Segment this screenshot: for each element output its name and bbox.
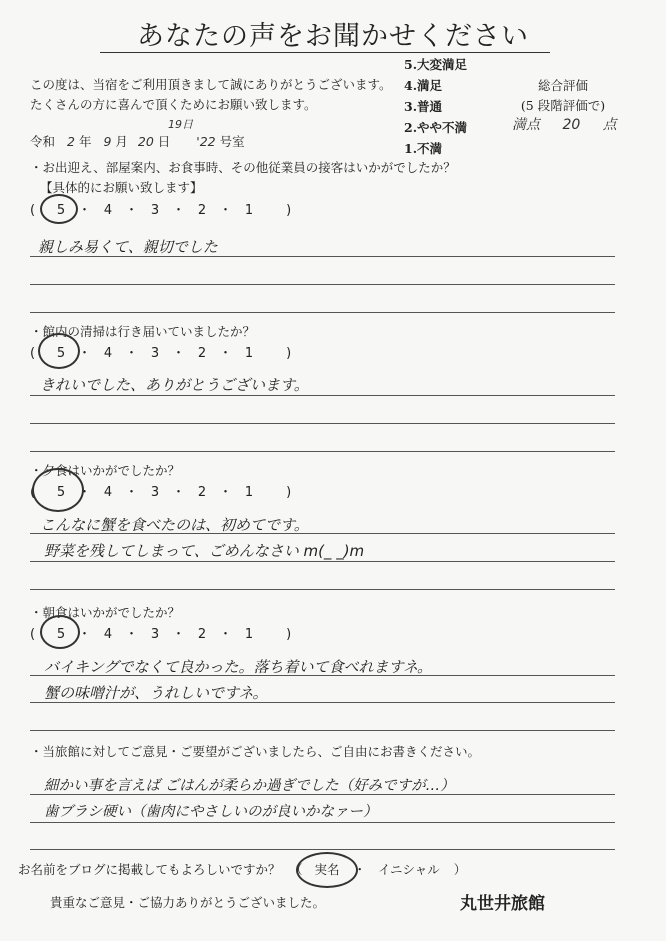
q3-comment-2: 野菜を残してしまって、ごめんなさい m(_ _)m [44,542,365,560]
blog-options: （ 実名 ・ イニシャル ） [290,862,467,877]
q3-rating-scale[interactable]: ( 5 ・ 4 ・ 3 ・ 2 ・ 1 ) [30,485,292,500]
q5-line-3 [30,849,615,850]
q2-prompt: ・館内の清掃は行き届いていましたか？ [30,324,256,339]
q3-line-3 [30,589,615,590]
scale-legend-5: 5.大変満足 [404,57,468,72]
q5-comment-1: 細かい事を言えば ごはんが柔らか過ぎでした（好みですが…） [44,778,455,794]
q1-prompt: ・お出迎え、部屋案内、お食事時、その他従業員の接客はいかがでしたか？ [30,160,456,175]
q4-line-3 [30,730,615,731]
overall-score-prefix: 満点 [512,117,540,133]
q4-prompt: ・朝食はいかがでしたか？ [30,605,181,620]
overall-score [512,114,617,134]
q5-prompt: ・当旅館に対してご意見・ご要望がございましたら、ご自由にお書きください。 [30,744,481,759]
q4-line-1 [30,675,615,676]
q5-line-1 [30,794,615,795]
q2-line-2 [30,423,615,424]
q4-comment-2: 蟹の味噌汁が、うれしいですネ。 [44,684,268,702]
blog-option-initial[interactable]: イニシャル [378,862,440,877]
stay-date-line: 令和 2 年 9 月 20 日 '22 号室 [30,134,245,149]
scale-legend-4: 4.満足 [404,78,443,93]
q3-line-2 [30,561,615,562]
q2-comment-1: きれいでした、ありがとうございます。 [40,376,309,394]
thanks-message: 貴重なご意見・ご協力ありがとうございました。 [50,895,326,910]
overall-label: 総合評価 [537,78,588,93]
scale-legend [404,55,467,158]
blog-option-real-name[interactable]: 実名 [314,862,340,877]
scale-legend-2: 2.やや不満 [404,120,468,135]
q3-comment-1: こんなに蟹を食べたのは、初めてです。 [40,516,309,534]
q1-line-3 [30,312,615,313]
scale-legend-1: 1.不満 [404,141,443,156]
q4-line-2 [30,702,615,703]
overall-score-value: 20 [562,117,581,133]
blog-selected-circle [296,852,358,888]
intro-line-2: たくさんの方に喜んで頂くためにお願い致します。 [30,97,317,112]
q2-selected-circle [38,333,80,369]
q3-line-1 [30,533,615,534]
inn-name: 丸世井旅館 [460,894,545,914]
q5-line-2 [30,822,615,823]
q4-selected-circle [40,615,80,649]
q2-line-3 [30,451,615,452]
blog-question: お名前をブログに掲載してもよろしいですか？ [18,862,281,877]
q2-rating-scale[interactable]: ( 5 ・ 4 ・ 3 ・ 2 ・ 1 ) [30,346,292,361]
q1-note: 【具体的にお願い致します】 [40,180,203,195]
q4-comment-1: バイキングでなくて良かった。落ち着いて食べれますネ。 [44,658,433,676]
q4-rating-scale[interactable]: ( 5 ・ 4 ・ 3 ・ 2 ・ 1 ) [30,627,292,642]
q1-rating-scale[interactable]: ( 5 ・ 4 ・ 3 ・ 2 ・ 1 ) [30,203,292,218]
overall-score-unit: 点 [602,117,617,133]
q1-line-1 [30,256,615,257]
q5-comment-2: 歯ブラシ硬い（歯肉にやさしいのが良いかなァー） [44,804,378,820]
scale-legend-3: 3.普通 [404,99,443,114]
intro-line-1: この度は、当宿をご利用頂きまして誠にありがとうございます。 [30,77,392,92]
q1-selected-circle [40,194,78,224]
stay-day-handwritten: 19日 [168,118,193,131]
q3-prompt: ・夕食はいかがでしたか？ [30,463,181,478]
q1-comment-1: 親しみ易くて、親切でした [38,238,218,256]
q3-selected-circle [32,468,84,512]
q2-line-1 [30,395,615,396]
title-underline [100,52,550,53]
overall-sub: (5 段階評価で) [520,98,606,113]
survey-title: あなたの声をお聞かせください [137,21,529,52]
q1-line-2 [30,284,615,285]
